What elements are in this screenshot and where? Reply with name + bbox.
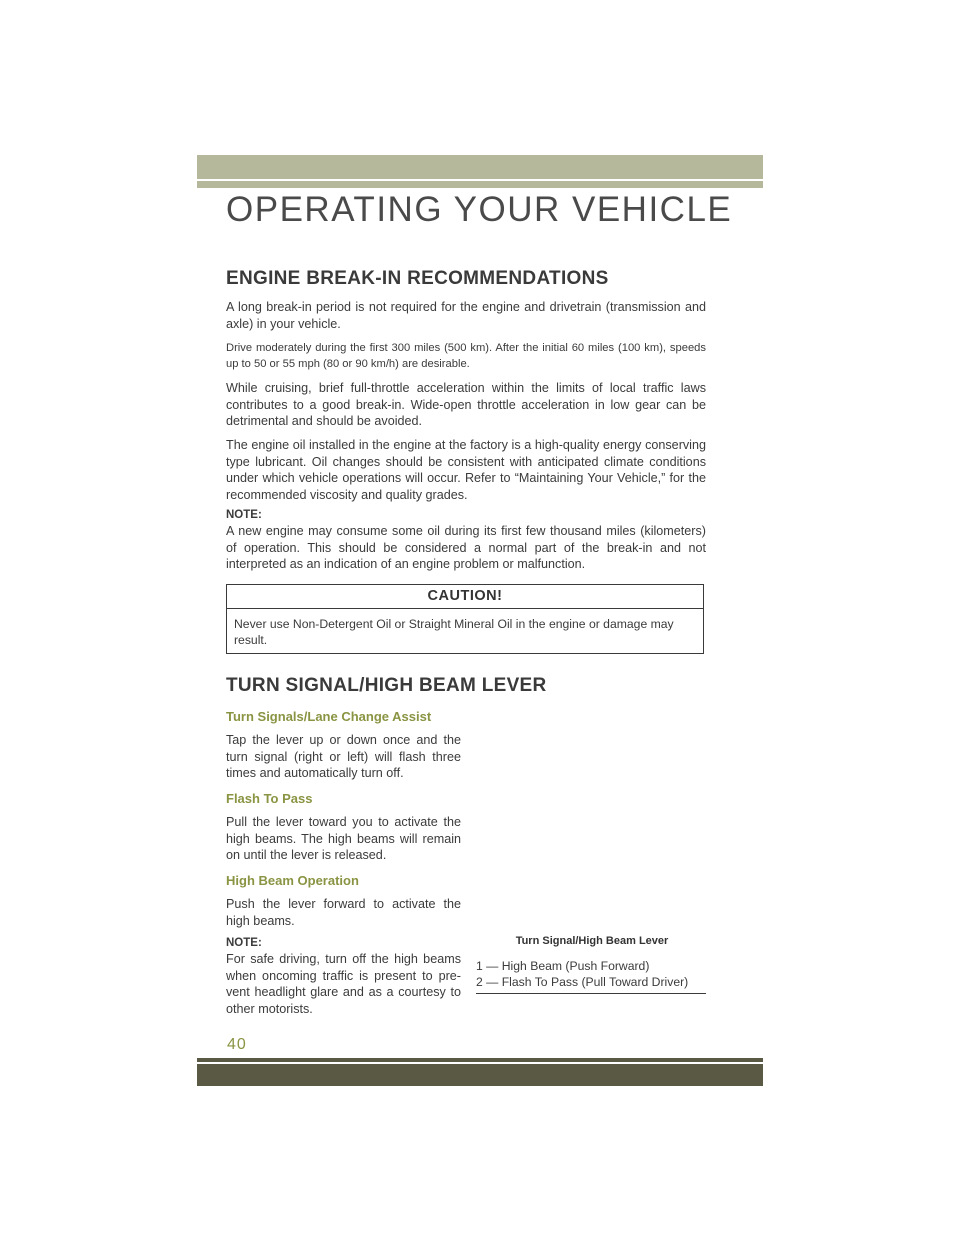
header-bar — [197, 155, 763, 179]
turn-signal-heading-wrap — [226, 675, 706, 697]
footer-bar — [197, 1064, 763, 1086]
engine-breakin-heading-wrap — [226, 268, 706, 290]
high-beam-subsection — [226, 873, 461, 888]
engine-breakin-heading: ENGINE BREAK-IN RECOMMENDATIONS — [226, 268, 609, 289]
engine-breakin-p1-wrap — [226, 299, 706, 332]
engine-note-label: NOTE: — [226, 509, 262, 521]
high-beam-text: Push the lever forward to activate the high beams. — [226, 897, 461, 928]
engine-breakin-p3-wrap — [226, 380, 706, 430]
flash-to-pass-text: Pull the lever toward you to activate the high beams. The high beams will remain on until the lever is released. — [226, 815, 461, 862]
flash-to-pass-subheading: Flash To Pass — [226, 791, 313, 806]
caution-box — [226, 584, 704, 654]
turn-signal-note-wrap — [226, 936, 461, 1017]
footer-rule — [197, 1058, 763, 1062]
turn-signal-lever-figure — [478, 700, 706, 928]
engine-breakin-paragraph-2: Drive moderately during the first 300 miles (500 km). After the initial 60 miles (100 km), speeds up to 50 or 55 mph (80 or 90 km/h) are desirable. — [226, 342, 706, 370]
high-beam-subheading: High Beam Operation — [226, 873, 359, 888]
engine-breakin-paragraph-3: While cruising, brief full-throttle acceleration within the limits of local traffic laws contributes to a good break-in. Wide-open throttle acceleration in low gear can be detrimental and should be avoided. — [226, 381, 706, 428]
turn-signals-text-wrap — [226, 732, 461, 782]
section-title: OPERATING YOUR VEHICLE — [226, 190, 733, 229]
turn-signals-subsection — [226, 709, 461, 724]
flash-to-pass-subsection — [226, 791, 461, 806]
engine-breakin-p4-wrap — [226, 437, 706, 503]
turn-signals-text: Tap the lever up or down once and the turn signal (right or left) will flash three times and automatically turn off. — [226, 733, 461, 780]
legend-item-1: 1 — High Beam (Push Forward) — [476, 959, 650, 973]
engine-note-text: A new engine may consume some oil during its first few thousand miles (kilometers) of operation. This should be considered a normal part of the break-in and not interpreted as an indication of an engine problem or malfunction. — [226, 524, 706, 571]
page-number: 40 — [227, 1036, 247, 1053]
engine-note-wrap — [226, 508, 706, 573]
figure-caption: Turn Signal/High Beam Lever — [515, 935, 669, 947]
turn-signal-note-text: For safe driving, turn off the high beams when oncoming traffic is present to pre-vent headlight glare and as a courtesy to other motorists. — [226, 952, 461, 1016]
engine-breakin-paragraph-1: A long break-in period is not required for the engine and drivetrain (transmission and axle) in your vehicle. — [226, 300, 706, 331]
caution-text: Never use Non-Detergent Oil or Straight Mineral Oil in the engine or damage may result. — [234, 617, 674, 647]
legend-rule — [476, 993, 706, 994]
turn-signal-note-label: NOTE: — [226, 937, 262, 949]
flash-to-pass-text-wrap — [226, 814, 461, 864]
caution-title: CAUTION! — [227, 585, 703, 609]
figure-legend — [476, 958, 706, 990]
header-rule — [197, 181, 763, 188]
legend-item-2: 2 — Flash To Pass (Pull Toward Driver) — [476, 975, 689, 989]
high-beam-text-wrap — [226, 896, 461, 929]
engine-breakin-paragraph-4: The engine oil installed in the engine at the factory is a high-quality energy conserving type lubricant. Oil changes should be consistent with anticipated climate conditions under which vehicle operations will occur. Refer to “Maintaining Your Vehicle,” for the recommended viscosity and quality grades. — [226, 438, 706, 502]
turn-signals-subheading: Turn Signals/Lane Change Assist — [226, 709, 432, 724]
turn-signal-heading: TURN SIGNAL/HIGH BEAM LEVER — [226, 675, 547, 696]
engine-breakin-p2-wrap — [226, 340, 706, 372]
